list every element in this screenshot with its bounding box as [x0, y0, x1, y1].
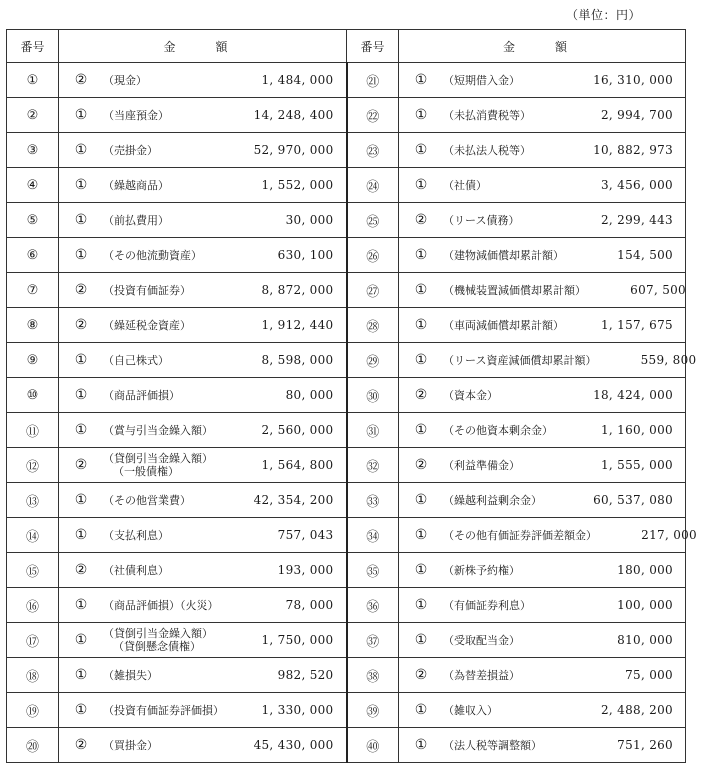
item-cell-right [399, 413, 686, 448]
account-name: （投資有価証券評価損） [103, 703, 224, 717]
score-mark: ① [414, 737, 428, 753]
item-cell-right [399, 98, 686, 133]
account-label [443, 354, 596, 367]
table-header-row [7, 30, 686, 63]
account-label [103, 529, 234, 542]
score-mark: ② [414, 667, 428, 683]
account-name: （繰越利益剰余金） [443, 493, 542, 507]
score-mark: ① [74, 527, 88, 543]
account-label [443, 284, 586, 297]
score-mark: ① [414, 352, 428, 368]
account-name: （未払法人税等） [443, 143, 531, 157]
score-mark: ① [414, 317, 428, 333]
score-mark: ① [414, 107, 428, 123]
item-number-left: ⑰ [7, 623, 59, 658]
account-name: （社債） [443, 178, 487, 192]
item-number-right: ㉑ [347, 63, 399, 98]
account-name: （未払消費税等） [443, 108, 531, 122]
item-number-right: ㉒ [347, 98, 399, 133]
item-number-right: ㉙ [347, 343, 399, 378]
item-cell-left [59, 483, 347, 518]
amount-value: 1, 564, 800 [261, 458, 334, 472]
account-name: （法人税等調整額） [443, 738, 542, 752]
amount-value: 1, 555, 000 [600, 458, 673, 472]
account-name: （繰延税金資産） [103, 318, 191, 332]
item-number-left: ⑪ [7, 413, 59, 448]
amount-value: 1, 484, 000 [261, 73, 334, 87]
account-name: （投資有価証券） [103, 283, 191, 297]
unit-label: （単位：円） [565, 8, 641, 22]
amount-value: 982, 520 [277, 668, 334, 682]
item-number-left: ② [7, 98, 59, 133]
account-label [443, 249, 573, 262]
item-cell-left [59, 413, 347, 448]
table-row [7, 658, 686, 693]
account-name: （社債利息） [103, 563, 169, 577]
item-number-right: ㉚ [347, 378, 399, 413]
account-label [443, 179, 573, 192]
score-mark: ① [74, 107, 88, 123]
score-mark: ① [414, 282, 428, 298]
item-number-right: ㊵ [347, 728, 399, 763]
item-cell-left [59, 343, 347, 378]
item-number-left: ⑨ [7, 343, 59, 378]
score-mark: ② [414, 387, 428, 403]
account-label [103, 249, 234, 262]
answer-table [6, 29, 697, 763]
item-cell-right [399, 693, 686, 728]
table-body [7, 63, 697, 763]
account-label [103, 424, 234, 437]
item-cell-left [59, 63, 347, 98]
account-name: （前払費用） [103, 213, 169, 227]
account-name: （貸倒引当金繰入額） [103, 627, 213, 640]
account-subname: （貸倒懸念債権） [113, 640, 201, 653]
amount-value: 630, 100 [277, 248, 334, 262]
account-label [443, 564, 573, 577]
account-label [103, 452, 234, 478]
account-name: （その他資本剰余金） [443, 423, 553, 437]
item-number-right: ㊴ [347, 693, 399, 728]
table-row [7, 238, 686, 273]
account-label [443, 109, 573, 122]
account-label [443, 494, 573, 507]
score-mark: ① [74, 177, 88, 193]
item-cell-left [59, 98, 347, 133]
item-cell-left [59, 238, 347, 273]
score-mark: ① [74, 247, 88, 263]
table-row [7, 623, 686, 658]
amount-value: 8, 598, 000 [261, 353, 334, 367]
account-label [443, 74, 573, 87]
account-label [103, 704, 234, 717]
amount-value: 8, 872, 000 [261, 283, 334, 297]
table-row [7, 378, 686, 413]
item-number-right: ㊳ [347, 658, 399, 693]
score-mark: ① [74, 492, 88, 508]
item-number-left: ⑱ [7, 658, 59, 693]
score-mark: ① [74, 142, 88, 158]
score-mark: ② [414, 457, 428, 473]
amount-value: 757, 043 [277, 528, 334, 542]
item-number-right: ㉝ [347, 483, 399, 518]
item-cell-left [59, 133, 347, 168]
score-mark: ② [74, 737, 88, 753]
score-mark: ② [74, 72, 88, 88]
item-cell-right [399, 343, 697, 378]
score-mark: ① [74, 597, 88, 613]
score-mark: ② [414, 212, 428, 228]
account-name: （リース債務） [443, 213, 520, 227]
account-label [443, 319, 573, 332]
account-label [103, 214, 234, 227]
score-mark: ② [74, 282, 88, 298]
account-label [103, 599, 234, 612]
account-label [443, 599, 573, 612]
table-row [7, 448, 686, 483]
item-cell-left [59, 168, 347, 203]
amount-value: 559, 800 [640, 353, 697, 367]
account-name: （資本金） [443, 388, 498, 402]
table-row [7, 553, 686, 588]
amount-value: 18, 424, 000 [593, 388, 673, 402]
item-number-left: ⑮ [7, 553, 59, 588]
account-name: （雑収入） [443, 703, 498, 717]
account-name: （貸倒引当金繰入額） [103, 452, 213, 465]
amount-value: 80, 000 [285, 388, 334, 402]
amount-value: 16, 310, 000 [593, 73, 673, 87]
score-mark: ① [414, 422, 428, 438]
item-number-left: ⑲ [7, 693, 59, 728]
item-number-left: ⑩ [7, 378, 59, 413]
amount-value: 42, 354, 200 [253, 493, 334, 507]
item-cell-left [59, 518, 347, 553]
item-number-left: ⑬ [7, 483, 59, 518]
table-row [7, 728, 686, 763]
amount-value: 10, 882, 973 [593, 143, 673, 157]
account-label [443, 739, 573, 752]
amount-value: 1, 552, 000 [261, 178, 334, 192]
amount-value: 3, 456, 000 [600, 178, 673, 192]
amount-value: 1, 157, 675 [600, 318, 673, 332]
item-cell-right [399, 133, 686, 168]
account-name: （短期借入金） [443, 73, 520, 87]
account-label [443, 424, 573, 437]
table-row [7, 308, 686, 343]
account-label [103, 739, 234, 752]
account-label [443, 389, 573, 402]
amount-value: 2, 560, 000 [261, 423, 334, 437]
item-cell-left [59, 203, 347, 238]
item-number-left: ③ [7, 133, 59, 168]
account-name: （賞与引当金繰入額） [103, 423, 213, 437]
account-label [443, 669, 573, 682]
account-label [103, 494, 234, 507]
amount-value: 78, 000 [285, 598, 334, 612]
amount-value: 193, 000 [277, 563, 334, 577]
item-cell-right [399, 308, 686, 343]
amount-value: 1, 330, 000 [261, 703, 334, 717]
score-mark: ① [74, 212, 88, 228]
amount-value: 607, 500 [630, 283, 686, 297]
amount-value: 30, 000 [285, 213, 334, 227]
item-number-left: ⑦ [7, 273, 59, 308]
table-row [7, 98, 686, 133]
account-name: （利益準備金） [443, 458, 520, 472]
item-cell-right [399, 168, 686, 203]
account-name: （その他流動資産） [103, 248, 202, 262]
score-mark: ① [414, 527, 428, 543]
account-name: （自己株式） [103, 353, 169, 367]
item-number-right: ㉘ [347, 308, 399, 343]
item-cell-right [399, 63, 686, 98]
account-name: （その他有価証券評価差額金） [443, 528, 597, 542]
amount-value: 100, 000 [617, 598, 673, 612]
score-mark: ① [74, 387, 88, 403]
account-name: （雑損失） [103, 668, 158, 682]
item-cell-right [399, 238, 686, 273]
account-label [103, 669, 234, 682]
account-name: （車両減価償却累計額） [443, 318, 564, 332]
item-cell-right [399, 448, 686, 483]
account-name: （機械装置減価償却累計額） [443, 283, 586, 297]
item-cell-right [399, 483, 686, 518]
item-number-right: ㊲ [347, 623, 399, 658]
account-name: （支払利息） [103, 528, 169, 542]
item-number-right: ㉜ [347, 448, 399, 483]
amount-value: 1, 912, 440 [261, 318, 334, 332]
account-label [443, 214, 573, 227]
table-row [7, 588, 686, 623]
account-label [103, 627, 234, 653]
amount-value: 154, 500 [617, 248, 673, 262]
account-name: （為替差損益） [443, 668, 520, 682]
item-number-left: ⑥ [7, 238, 59, 273]
score-mark: ① [74, 702, 88, 718]
score-mark: ① [414, 247, 428, 263]
item-number-left: ⑳ [7, 728, 59, 763]
header-amount-left: 金 額 [59, 30, 347, 63]
table-row [7, 413, 686, 448]
account-label [443, 704, 573, 717]
item-number-right: ㊱ [347, 588, 399, 623]
score-mark: ① [414, 632, 428, 648]
item-number-right: ㉗ [347, 273, 399, 308]
item-cell-right [399, 518, 697, 553]
item-cell-left [59, 553, 347, 588]
account-name: （商品評価損） [103, 388, 180, 402]
item-number-right: ㉟ [347, 553, 399, 588]
header-amount-right: 金 額 [399, 30, 686, 63]
score-mark: ① [74, 422, 88, 438]
amount-value: 2, 488, 200 [600, 703, 673, 717]
item-cell-right [399, 588, 686, 623]
amount-value: 2, 994, 700 [600, 108, 673, 122]
amount-value: 1, 160, 000 [600, 423, 673, 437]
account-name: （当座預金） [103, 108, 169, 122]
account-name: （リース資産減価償却累計額） [443, 353, 597, 367]
account-label [103, 74, 234, 87]
item-cell-left [59, 308, 347, 343]
table-row [7, 273, 686, 308]
amount-value: 2, 299, 443 [600, 213, 673, 227]
account-subname: （一般債権） [113, 465, 179, 478]
amount-value: 60, 537, 080 [593, 493, 673, 507]
table-row [7, 133, 686, 168]
item-number-right: ㉕ [347, 203, 399, 238]
item-cell-left [59, 588, 347, 623]
account-label [103, 284, 234, 297]
account-label [443, 144, 573, 157]
item-cell-left [59, 658, 347, 693]
table-row [7, 168, 686, 203]
table-row [7, 483, 686, 518]
account-name: （その他営業費） [103, 493, 191, 507]
score-mark: ① [74, 632, 88, 648]
item-cell-right [399, 203, 686, 238]
item-number-left: ⑫ [7, 448, 59, 483]
item-cell-left [59, 448, 347, 483]
account-label [103, 354, 234, 367]
item-number-right: ㉛ [347, 413, 399, 448]
score-mark: ② [74, 562, 88, 578]
account-label [103, 564, 234, 577]
score-mark: ① [414, 562, 428, 578]
table-row [7, 343, 686, 378]
account-label [443, 459, 573, 472]
amount-value: 45, 430, 000 [253, 738, 334, 752]
account-name: （有価証券利息） [443, 598, 531, 612]
table-row [7, 518, 686, 553]
item-number-left: ⑤ [7, 203, 59, 238]
amount-value: 14, 248, 400 [253, 108, 334, 122]
item-cell-left [59, 693, 347, 728]
amount-value: 1, 750, 000 [261, 633, 334, 647]
item-cell-right [399, 728, 686, 763]
item-number-left: ⑭ [7, 518, 59, 553]
account-name: （繰越商品） [103, 178, 169, 192]
score-mark: ① [414, 142, 428, 158]
score-mark: ① [414, 597, 428, 613]
item-number-left: ⑯ [7, 588, 59, 623]
table-row [7, 63, 686, 98]
item-cell-left [59, 623, 347, 658]
item-number-right: ㉓ [347, 133, 399, 168]
header-number-right: 番号 [347, 30, 399, 63]
account-name: （受取配当金） [443, 633, 520, 647]
amount-value: 75, 000 [625, 668, 673, 682]
account-label [443, 529, 597, 542]
account-name: （売掛金） [103, 143, 158, 157]
account-label [443, 634, 573, 647]
item-number-left: ④ [7, 168, 59, 203]
score-mark: ② [74, 317, 88, 333]
item-cell-right [399, 623, 686, 658]
account-label [103, 144, 234, 157]
item-number-left: ⑧ [7, 308, 59, 343]
account-name: （買掛金） [103, 738, 158, 752]
account-label [103, 389, 234, 402]
item-cell-right [399, 658, 686, 693]
item-cell-right [399, 378, 686, 413]
header-number-left: 番号 [7, 30, 59, 63]
item-cell-left [59, 728, 347, 763]
amount-value: 810, 000 [617, 633, 673, 647]
score-mark: ① [414, 492, 428, 508]
item-number-right: ㉖ [347, 238, 399, 273]
score-mark: ① [414, 72, 428, 88]
amount-value: 180, 000 [617, 563, 673, 577]
item-cell-left [59, 273, 347, 308]
table-row [7, 203, 686, 238]
score-mark: ① [74, 352, 88, 368]
amount-value: 52, 970, 000 [253, 143, 334, 157]
account-label [103, 319, 234, 332]
item-cell-right [399, 273, 686, 308]
item-number-left: ① [7, 63, 59, 98]
account-name: （商品評価損）（火災） [103, 598, 219, 612]
amount-value: 751, 260 [617, 738, 673, 752]
score-mark: ① [414, 702, 428, 718]
account-label [103, 109, 234, 122]
item-cell-left [59, 378, 347, 413]
item-cell-right [399, 553, 686, 588]
score-mark: ① [74, 667, 88, 683]
account-name: （建物減価償却累計額） [443, 248, 564, 262]
amount-value: 217, 000 [641, 528, 697, 542]
item-number-right: ㉔ [347, 168, 399, 203]
account-name: （新株予約権） [443, 563, 520, 577]
score-mark: ① [414, 177, 428, 193]
account-name: （現金） [103, 73, 147, 87]
table-row [7, 693, 686, 728]
item-number-right: ㉞ [347, 518, 399, 553]
score-mark: ② [74, 457, 88, 473]
account-label [103, 179, 234, 192]
